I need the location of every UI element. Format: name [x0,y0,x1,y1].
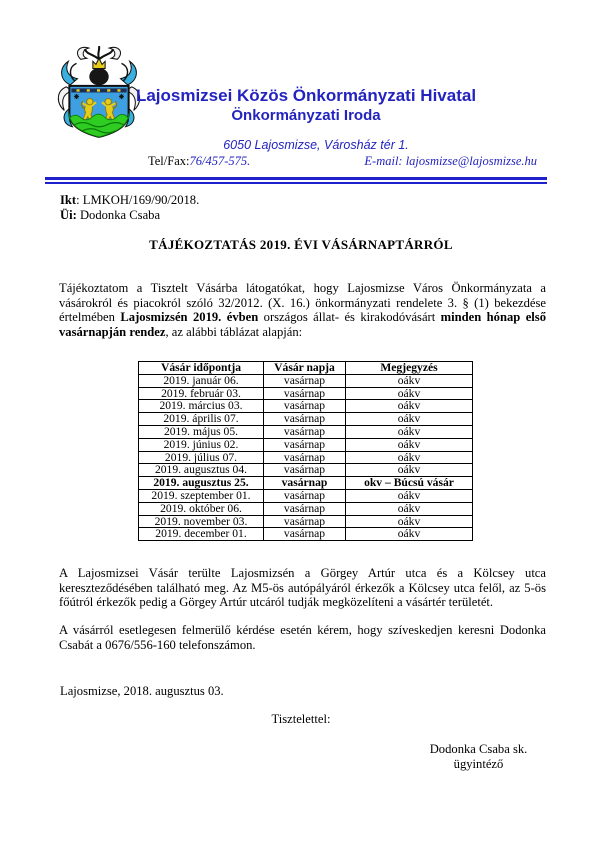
cell-date: 2019. november 03. [139,515,264,528]
cell-day: vasárnap [264,387,346,400]
reference-block [60,193,199,223]
cell-day: vasárnap [264,438,346,451]
header-rule [45,177,547,184]
document-title: TÁJÉKOZTATÁS 2019. ÉVI VÁSÁRNAPTÁRRÓL [149,237,453,252]
signature-role: ügyintéző [453,757,504,771]
table-row [139,502,473,515]
cell-note: oákv [346,425,473,438]
cell-date: 2019. szeptember 01. [139,489,264,502]
cell-day: vasárnap [264,413,346,426]
table-row [139,400,473,413]
cell-date: 2019. augusztus 25. [139,477,264,490]
cell-note: oákv [346,374,473,387]
col-header-day: Vásár napja [264,362,346,375]
ui-value: Dodonka Csaba [76,208,161,222]
cell-note: oákv [346,438,473,451]
cell-date: 2019. október 06. [139,502,264,515]
email-text: E-mail: lajosmizse@lajosmizse.hu [364,154,537,168]
col-header-date: Vásár időpontja [139,362,264,375]
cell-date: 2019. január 06. [139,374,264,387]
cell-date: 2019. március 03. [139,400,264,413]
cell-day: vasárnap [264,451,346,464]
contact-paragraph: A vásárról esetlegesen felmerülő kérdése esetén kérem, hogy szíveskedjen keresni Dodonka Csabát a 0676/556-160 telefonszámon. [59,623,546,652]
telfax-value: 76/457-575. [189,154,251,168]
cell-note: oákv [346,387,473,400]
cell-date: 2019. június 02. [139,438,264,451]
p1-bold-1: Lajosmizsén 2019. évben [120,310,259,325]
table-row [139,387,473,400]
cell-date: 2019. december 01. [139,528,264,541]
contact-row [148,154,537,169]
market-calendar-table [138,361,473,541]
p1-bold-2: minden hónap első vasárnapján rendez [59,310,547,339]
cell-day: vasárnap [264,489,346,502]
letterhead [60,86,552,125]
table-row [139,528,473,541]
cell-note: oákv [346,451,473,464]
location-paragraph: A Lajosmizsei Vásár terülte Lajosmizsén a Görgey Artúr utca és a Kölcsey utca kereszteződésében található meg. Az M5-ös autópályáról érkezők a Kölcsey utca felől, az 5-ös főútról érkezők pedig a Görgey Artúr utcáról tudják megközelíteni a vásártér területét. [59,566,546,610]
ikt-label: Ikt [60,193,77,207]
cell-day: vasárnap [264,374,346,387]
cell-note: oákv [346,489,473,502]
closing-line: Tisztelettel: [271,712,331,726]
cell-day: vasárnap [264,464,346,477]
table-row [139,438,473,451]
p1-text-1: Tájékoztatom a Tisztelt Vásárba látogatókat, hogy Lajosmizse Város Önkormányzata a vásárokról és piacokról szóló 32/2012. (X. 16.) önkormányzati rendelete 3. § (1) bekezdése értelmében [59,281,546,325]
helmet [85,46,114,85]
cell-date: 2019. július 07. [139,451,264,464]
cell-date: 2019. augusztus 04. [139,464,264,477]
cell-note: oákv [346,400,473,413]
cell-day: vasárnap [264,502,346,515]
table-row [139,425,473,438]
table-row [139,489,473,502]
cell-day: vasárnap [264,528,346,541]
ui-label: Üi: [60,208,77,222]
cell-day: vasárnap [264,477,346,490]
ikt-value: : LMKOH/169/90/2018. [76,193,200,207]
table-row-highlight [139,477,473,490]
cell-note: okv – Búcsú vásár [346,477,473,490]
cell-day: vasárnap [264,400,346,413]
cell-note: oákv [346,515,473,528]
cell-date: 2019. február 03. [139,387,264,400]
table-row [139,464,473,477]
p1-text-3: , az alábbi táblázat alapján: [165,324,303,339]
ikt-line [60,193,199,208]
telfax [148,154,250,169]
table-row [139,374,473,387]
org-address: 6050 Lajosmizse, Városház tér 1. [223,138,409,152]
cell-note: oákv [346,464,473,477]
cell-day: vasárnap [264,425,346,438]
ui-line [60,208,199,223]
cell-day: vasárnap [264,515,346,528]
signature-name: Dodonka Csaba sk. [429,742,528,756]
org-unit: Önkormányzati Iroda [231,107,381,124]
org-name: Lajosmizsei Közös Önkormányzati Hivatal [135,86,477,105]
cell-date: 2019. április 07. [139,413,264,426]
signature-block [396,742,561,772]
date-line: Lajosmizse, 2018. augusztus 03. [60,684,224,698]
table-row [139,413,473,426]
col-header-note: Megjegyzés [346,362,473,375]
p1-text-2: országos állat- és kirakodóvásárt [258,310,441,325]
table-header-row [139,362,473,375]
cell-date: 2019. május 05. [139,425,264,438]
intro-paragraph [59,281,546,339]
cell-note: oákv [346,528,473,541]
cell-note: oákv [346,413,473,426]
table-row [139,515,473,528]
table-row [139,451,473,464]
telfax-label: Tel/Fax: [148,154,190,168]
cell-note: oákv [346,502,473,515]
